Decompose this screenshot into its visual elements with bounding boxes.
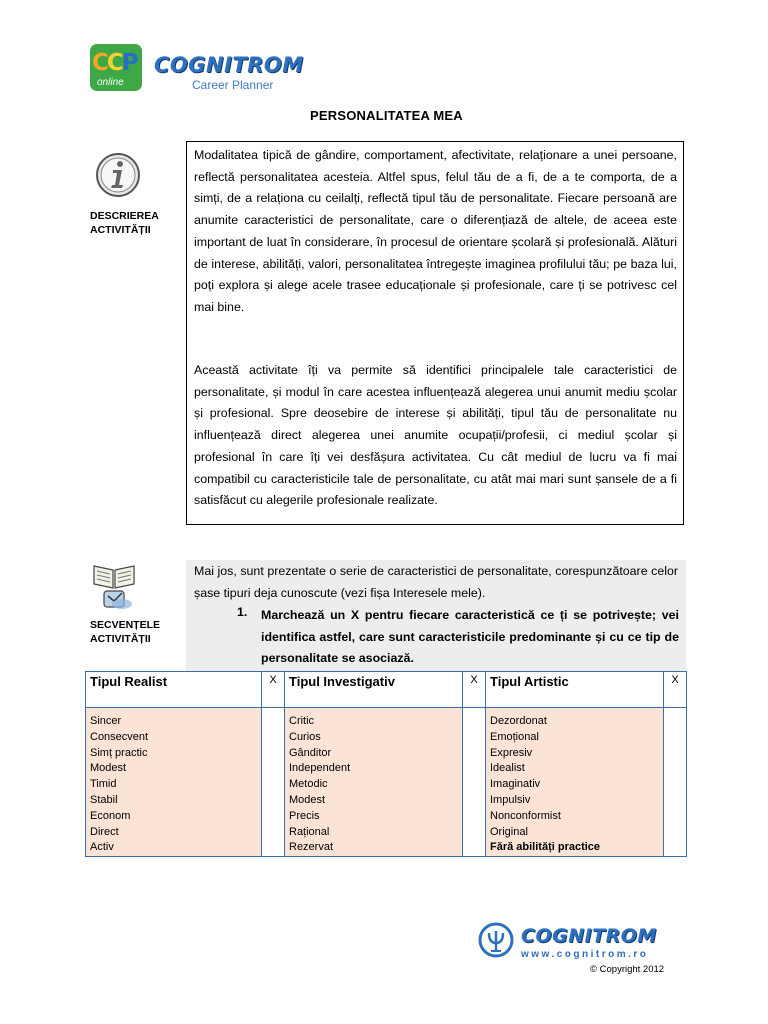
trait-item: Nonconformist	[490, 809, 561, 822]
ccp-online-logo	[90, 44, 142, 91]
footer-cognitrom-logo: COGNITROM	[521, 925, 657, 947]
column-title-investigativ: Tipul Investigativ	[285, 672, 463, 708]
ccp-logo-text: CCP	[92, 50, 137, 76]
trait-item: Original	[490, 825, 528, 838]
psi-logo-icon	[478, 922, 514, 958]
trait-item: Consecvent	[90, 730, 149, 743]
personality-types-table	[85, 671, 687, 857]
trait-item: Expresiv	[490, 746, 533, 759]
trait-item: Impulsiv	[490, 793, 531, 806]
trait-item: Direct	[90, 825, 119, 838]
trait-item: Emoțional	[490, 730, 539, 743]
step-number: 1.	[237, 605, 248, 619]
trait-list-artistic	[486, 708, 664, 857]
x-column-header: X	[262, 672, 285, 708]
trait-item: Precis	[289, 809, 320, 822]
table-header-row	[86, 672, 687, 708]
trait-item: Curios	[289, 730, 321, 743]
description-box	[186, 141, 684, 525]
trait-item: Idealist	[490, 762, 525, 775]
trait-list-realist	[86, 708, 262, 857]
mark-cell-realist[interactable]	[262, 708, 285, 857]
trait-item: Fără abilități practice	[490, 841, 601, 854]
sequence-label	[90, 618, 160, 646]
column-title-artistic: Tipul Artistic	[486, 672, 664, 708]
table-row	[86, 708, 687, 857]
website-url: www.cognitrom.ro	[521, 949, 649, 960]
mark-cell-investigativ[interactable]	[463, 708, 486, 857]
cognitrom-logo: COGNITROM	[154, 53, 304, 77]
info-icon	[95, 152, 141, 198]
trait-item: Modest	[90, 762, 127, 775]
sequence-intro: Mai jos, sunt prezentate o serie de caracteristici de personalitate, corespunzătoare celor șase tipuri deja cunoscute (vezi fișa Interesele mele).	[194, 564, 678, 600]
mark-cell-artistic[interactable]	[664, 708, 687, 857]
trait-item: Independent	[289, 762, 351, 775]
page-title: PERSONALITATEA MEA	[310, 108, 463, 123]
trait-item: Critic	[289, 715, 315, 727]
trait-item: Modest	[289, 793, 326, 806]
description-paragraph-2: Această activitate îți va permite să identifici principalele tale caracteristici de personalitate, și modul în care acestea influențează alegerea unui anumit mediu școlar și profesional. Spre deosebire de interese și abilități, tipul tău de personalitate nu influențează direct alegerea unei anumite ocupații/profesii, ci mediul școlar și profesional în care îți vei desfășura activitatea. Cu cât mediul de lucru va fi mai compatibil cu caracteristicile tale de personalitate, cu atât mai mari sunt șansele de a fi satisfăcut cu alegerile profesionale realizate.	[194, 363, 677, 508]
book-icon	[92, 560, 136, 612]
description-label-line2: ACTIVITĂȚII	[90, 224, 151, 236]
trait-item: Econom	[90, 809, 131, 822]
trait-item: Rațional	[289, 825, 330, 838]
career-planner-tagline: Career Planner	[192, 78, 274, 92]
description-label	[90, 209, 159, 237]
trait-item: Simț practic	[90, 746, 148, 759]
trait-item: Rezervat	[289, 841, 334, 854]
description-label-line1: DESCRIEREA	[90, 210, 159, 222]
trait-item: Sincer	[90, 715, 122, 727]
trait-item: Dezordonat	[490, 715, 547, 727]
copyright-text: © Copyright 2012	[590, 964, 665, 975]
sequence-label-line2: ACTIVITĂȚII	[90, 633, 151, 645]
trait-item: Gânditor	[289, 746, 332, 759]
ccp-logo-sub: online	[97, 77, 124, 88]
step-instruction: Marchează un X pentru fiecare caracteristică ce ți se potrivește; vei identifica astfel, care sunt caracteristicile predominante și cu ce tip de personalitate se asociază.	[261, 608, 679, 665]
x-column-header: X	[463, 672, 486, 708]
trait-list-investigativ	[285, 708, 463, 857]
sequence-label-line1: SECVENȚELE	[90, 619, 161, 631]
trait-item: Stabil	[90, 793, 118, 806]
trait-item: Metodic	[289, 778, 328, 791]
trait-item: Activ	[90, 841, 114, 854]
trait-item: Timid	[90, 778, 117, 791]
x-column-header: X	[664, 672, 687, 708]
trait-item: Imaginativ	[490, 778, 541, 791]
description-paragraph-1: Modalitatea tipică de gândire, comportament, afectivitate, relaționare a unei persoane, reflectă personalitatea acesteia. Altfel spus, felul tău de a fi, de a te comporta, de a simți, de a relaționa cu ceilalți, reflectă tipul tău de personalitate. Fiecare persoană are anumite caracteristici de personalitate, care o diferențiază de altele, de aceea este important de luat în considerare, în procesul de orientare școlară și profesională. Alături de interese, abilități, valori, personalitatea întregește imaginea profilului tău; pe baza lui, poți explora și alege acele trasee educaționale și profesionale, care ți se potrivesc cel mai bine.	[194, 148, 677, 314]
column-title-realist: Tipul Realist	[86, 672, 262, 708]
